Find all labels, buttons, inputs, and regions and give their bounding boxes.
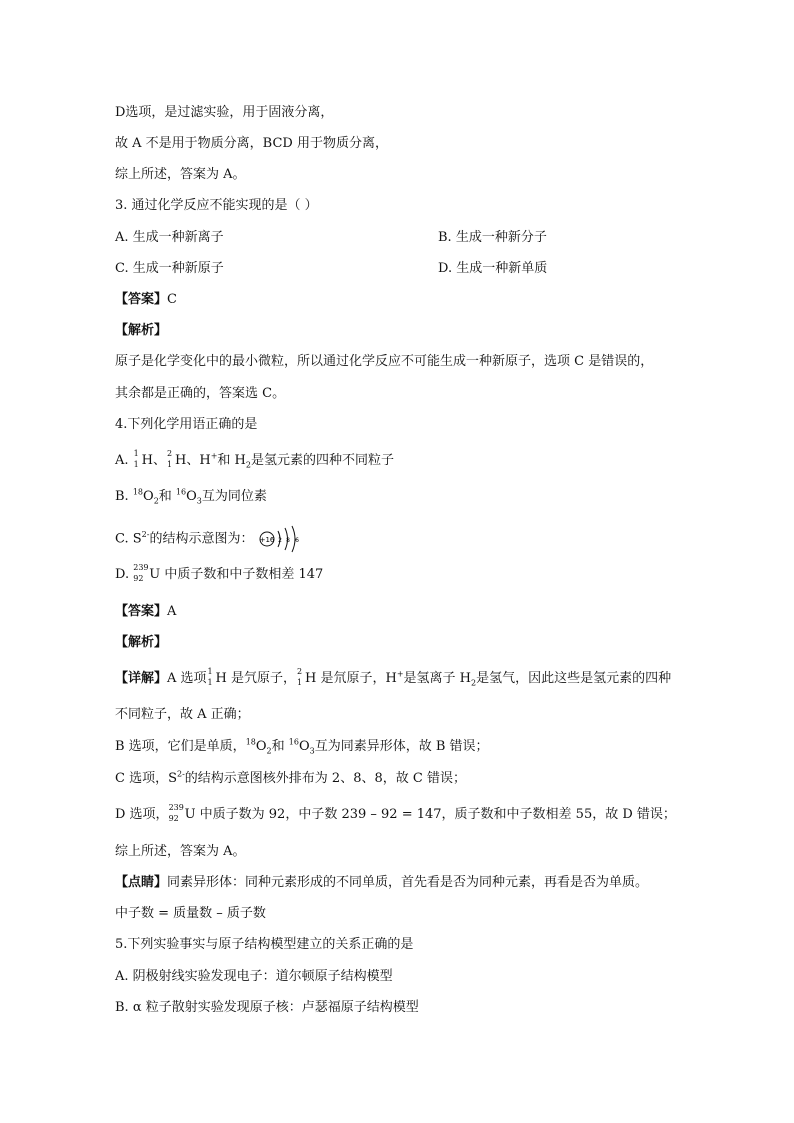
q4-analysis-tag: 【解析】: [115, 635, 168, 650]
ion-charge: +: [396, 669, 404, 679]
text-line: 故 A 不是用于物质分离，BCD 用于物质分离，: [115, 136, 388, 151]
text-line: D选项，是过滤实验，用于固液分离，: [115, 105, 334, 120]
shell-electron-count: 8: [285, 537, 290, 544]
q3-analysis-line: 原子是化学变化中的最小微粒，所以通过化学反应不可能生成一种新原子，选项 C 是错误的，: [115, 354, 654, 369]
isotope-notation: 1 1: [207, 667, 213, 687]
subscript: 2: [153, 496, 159, 506]
text: 中质子数和中子数相差 147: [160, 567, 324, 582]
option-prefix: D.: [115, 567, 134, 582]
text: 是氢元素的四种不同粒子: [250, 453, 394, 468]
q3-option-b: B. 生成一种新分子: [438, 230, 547, 245]
isotope-notation: 2 1: [167, 449, 173, 469]
q4-detail-line: 综上所述，答案为 A。: [115, 844, 246, 859]
q4-tip: [115, 874, 648, 892]
subscript: 2: [245, 460, 251, 470]
ion-charge: +: [210, 451, 218, 461]
q4-detail-line: [115, 803, 676, 824]
ion-charge: 2-: [177, 769, 185, 779]
element-symbol: H、: [141, 453, 166, 468]
q3-option-d: D. 生成一种新单质: [438, 261, 548, 276]
text: D 选项，: [115, 807, 169, 822]
text: 是氢离子 H: [403, 671, 472, 686]
answer-tag: 【答案】: [115, 292, 168, 307]
answer-value: A: [167, 604, 177, 619]
text: 和 H: [217, 453, 246, 468]
element-symbol: O: [186, 489, 197, 504]
text: 的结构示意图为：: [149, 531, 254, 547]
q4-option-b: [115, 488, 267, 506]
q3-analysis-line: 其余都是正确的，答案选 C。: [115, 386, 286, 401]
nucleus-label: +16: [259, 536, 274, 544]
answer-tag: 【答案】: [115, 604, 168, 619]
element-symbol: U: [149, 567, 161, 582]
isotope-notation: 1 1: [133, 449, 139, 469]
mass-number: 18: [132, 487, 144, 497]
isotope-notation: 239 92: [168, 803, 184, 823]
option-prefix: C. S: [115, 531, 142, 547]
q3-answer: [115, 291, 177, 309]
element-symbol: O: [298, 739, 310, 754]
q4-formula: 中子数 = 质量数 – 质子数: [115, 906, 266, 921]
text: 和: [271, 739, 289, 754]
option-prefix: A.: [115, 453, 133, 468]
q3-analysis-tag: 【解析】: [115, 323, 168, 338]
subscript: 3: [196, 496, 202, 506]
q4-option-a: [115, 449, 394, 470]
q3-option-a: A. 生成一种新离子: [115, 230, 224, 245]
text: 互为同素异形体，故 B 错误；: [314, 739, 489, 754]
q5-option-b: B. α 粒子散射实验发现原子核：卢瑟福原子结构模型: [115, 1000, 419, 1015]
ion-charge: 2-: [141, 530, 150, 540]
subscript: 2: [266, 746, 272, 756]
q3-option-c: C. 生成一种新原子: [115, 261, 224, 276]
q4-option-d: [115, 563, 324, 584]
atomic-structure-diagram: [258, 525, 306, 553]
subscript: 2: [471, 678, 477, 688]
tip-tag: 【点睛】: [115, 875, 168, 890]
q4-detail-line: [115, 667, 672, 688]
mass-number: 18: [245, 737, 256, 747]
text: 的结构示意图核外排布为 2、8、8，故 C 错误；: [184, 771, 466, 786]
text-line: 综上所述，答案为 A。: [115, 167, 246, 182]
q4-detail-line: [115, 770, 466, 788]
text: H 是氘原子，H: [305, 671, 397, 686]
shell-electron-count: 2: [277, 537, 282, 544]
text: B 选项，它们是单质，: [115, 739, 246, 754]
text: A 选项: [167, 671, 207, 686]
element-symbol: O: [143, 489, 154, 504]
mass-number: 16: [175, 487, 187, 497]
text: 互为同位素: [201, 489, 267, 504]
option-prefix: B.: [115, 489, 133, 504]
q4-answer: [115, 603, 176, 621]
question-4-stem: 4.下列化学用语正确的是: [115, 417, 258, 432]
isotope-notation: 2 1: [297, 667, 303, 687]
answer-value: C: [167, 292, 177, 307]
q4-option-c: [115, 525, 306, 553]
detail-tag: 【详解】: [115, 671, 168, 686]
shell-electron-count: 6: [294, 537, 299, 544]
subscript: 3: [309, 746, 315, 756]
text: C 选项，S: [115, 771, 177, 786]
question-3-stem: 3. 通过化学反应不能实现的是（ ）: [115, 198, 318, 213]
text: 和: [158, 489, 176, 504]
isotope-notation: 239 92: [133, 563, 149, 583]
question-5-stem: 5.下列实验事实与原子结构模型建立的关系正确的是: [115, 937, 414, 952]
q4-detail-line: [115, 738, 489, 756]
element-symbol: H、H: [175, 453, 211, 468]
text: U 中质子数为 92，中子数 239 – 92 = 147，质子数和中子数相差 55，故 D 错误；: [184, 807, 676, 822]
text: 是氢气，因此这些是氢元素的四种: [476, 671, 672, 686]
q4-detail-line: 不同粒子，故 A 正确；: [115, 707, 250, 722]
q5-option-a: A. 阴极射线实验发现电子：道尔顿原子结构模型: [115, 969, 393, 984]
tip-text: 同素异形体：同种元素形成的不同单质，首先看是否为同种元素，再看是否为单质。: [167, 875, 649, 890]
element-symbol: O: [255, 739, 267, 754]
mass-number: 16: [288, 737, 299, 747]
text: H 是氕原子，: [215, 671, 297, 686]
